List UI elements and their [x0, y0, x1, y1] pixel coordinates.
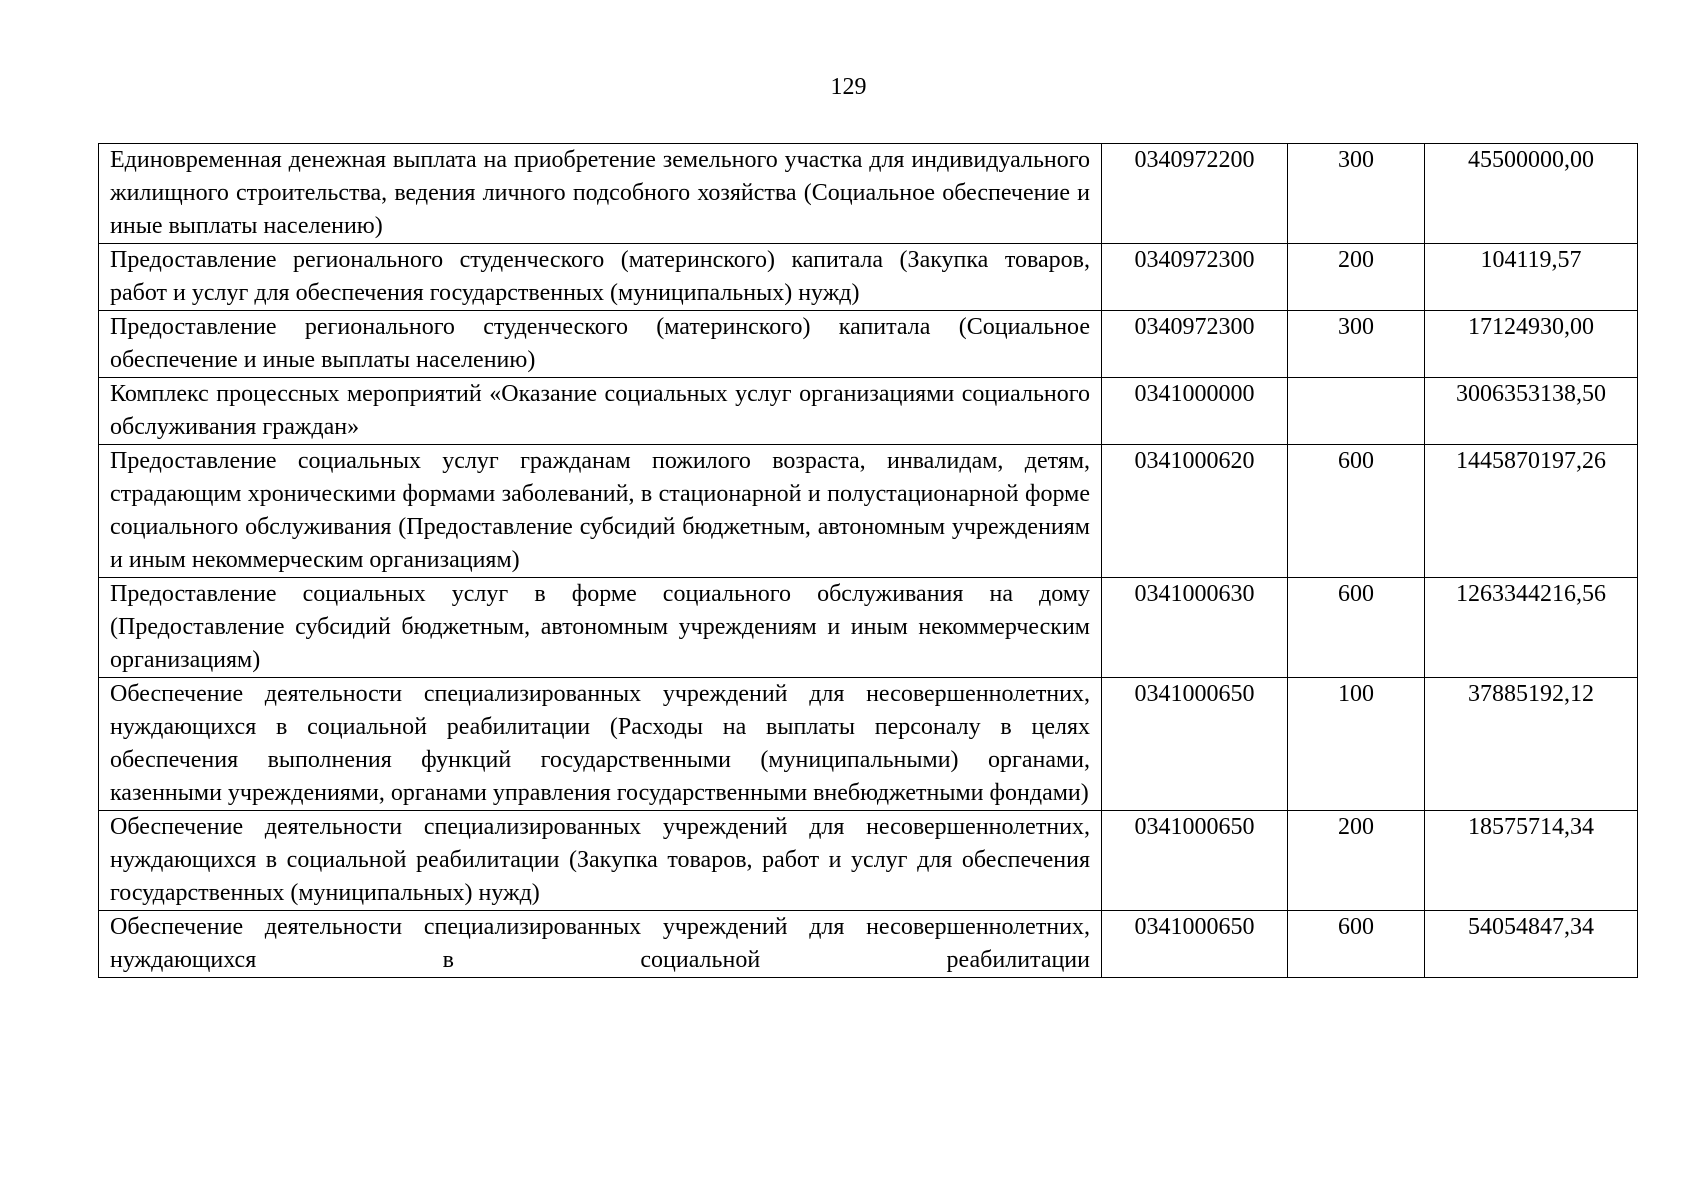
- row-name: Предоставление социальных услуг в форме социального обслуживания на дому (Предоставление субсидий бюджетным, автономным учреждениям и иным некоммерческим организациям): [99, 578, 1102, 678]
- row-amount: 18575714,34: [1425, 811, 1638, 911]
- row-name: Обеспечение деятельности специализированных учреждений для несовершеннолетних, нуждающихся в социальной реабилитации (Закупка товаров, работ и услуг для обеспечения государственных (муниципальных) нужд): [99, 811, 1102, 911]
- row-name: Обеспечение деятельности специализированных учреждений для несовершеннолетних, нуждающихся в социальной реабилитации (Расходы на выплаты персоналу в целях обеспечения выполнения функций государственными (муниципальными) органами, казенными учреждениями, органами управления государственными внебюджетными фондами): [99, 678, 1102, 811]
- row-expense-type: 100: [1288, 678, 1425, 811]
- row-code: 0341000650: [1102, 911, 1288, 978]
- table-row: [99, 911, 1638, 978]
- table-row: [99, 678, 1638, 811]
- row-expense-type: 300: [1288, 144, 1425, 244]
- row-expense-type: 300: [1288, 311, 1425, 378]
- table-row: [99, 445, 1638, 578]
- row-amount: 3006353138,50: [1425, 378, 1638, 445]
- table-row: [99, 811, 1638, 911]
- row-name: Обеспечение деятельности специализированных учреждений для несовершеннолетних, нуждающихся в социальной реабилитации: [99, 911, 1102, 978]
- table-row: [99, 311, 1638, 378]
- row-code: 0340972300: [1102, 311, 1288, 378]
- row-name: Предоставление регионального студенческого (материнского) капитала (Закупка товаров, работ и услуг для обеспечения государственных (муниципальных) нужд): [99, 244, 1102, 311]
- row-amount: 17124930,00: [1425, 311, 1638, 378]
- row-amount: 37885192,12: [1425, 678, 1638, 811]
- row-name: Предоставление регионального студенческого (материнского) капитала (Социальное обеспечение и иные выплаты населению): [99, 311, 1102, 378]
- table-row: [99, 378, 1638, 445]
- row-code: 0341000630: [1102, 578, 1288, 678]
- row-expense-type: 600: [1288, 578, 1425, 678]
- row-expense-type: 200: [1288, 811, 1425, 911]
- budget-table: [98, 143, 1638, 978]
- row-amount: 45500000,00: [1425, 144, 1638, 244]
- row-expense-type: 600: [1288, 911, 1425, 978]
- row-name: Предоставление социальных услуг гражданам пожилого возраста, инвалидам, детям, страдающим хроническими формами заболеваний, в стационарной и полустационарной форме социального обслуживания (Предоставление субсидий бюджетным, автономным учреждениям и иным некоммерческим организациям): [99, 445, 1102, 578]
- row-amount: 54054847,34: [1425, 911, 1638, 978]
- row-amount: 1263344216,56: [1425, 578, 1638, 678]
- row-code: 0341000650: [1102, 811, 1288, 911]
- page-number: 129: [830, 74, 867, 100]
- row-name: Комплекс процессных мероприятий «Оказание социальных услуг организациями социального обслуживания граждан»: [99, 378, 1102, 445]
- row-code: 0340972300: [1102, 244, 1288, 311]
- row-code: 0341000000: [1102, 378, 1288, 445]
- table-row: [99, 578, 1638, 678]
- table-row: [99, 144, 1638, 244]
- row-expense-type: 600: [1288, 445, 1425, 578]
- table-row: [99, 244, 1638, 311]
- row-amount: 1445870197,26: [1425, 445, 1638, 578]
- row-code: 0341000620: [1102, 445, 1288, 578]
- row-name: Единовременная денежная выплата на приобретение земельного участка для индивидуального жилищного строительства, ведения личного подсобного хозяйства (Социальное обеспечение и иные выплаты населению): [99, 144, 1102, 244]
- row-amount: 104119,57: [1425, 244, 1638, 311]
- row-code: 0341000650: [1102, 678, 1288, 811]
- row-code: 0340972200: [1102, 144, 1288, 244]
- row-expense-type: [1288, 378, 1425, 445]
- row-expense-type: 200: [1288, 244, 1425, 311]
